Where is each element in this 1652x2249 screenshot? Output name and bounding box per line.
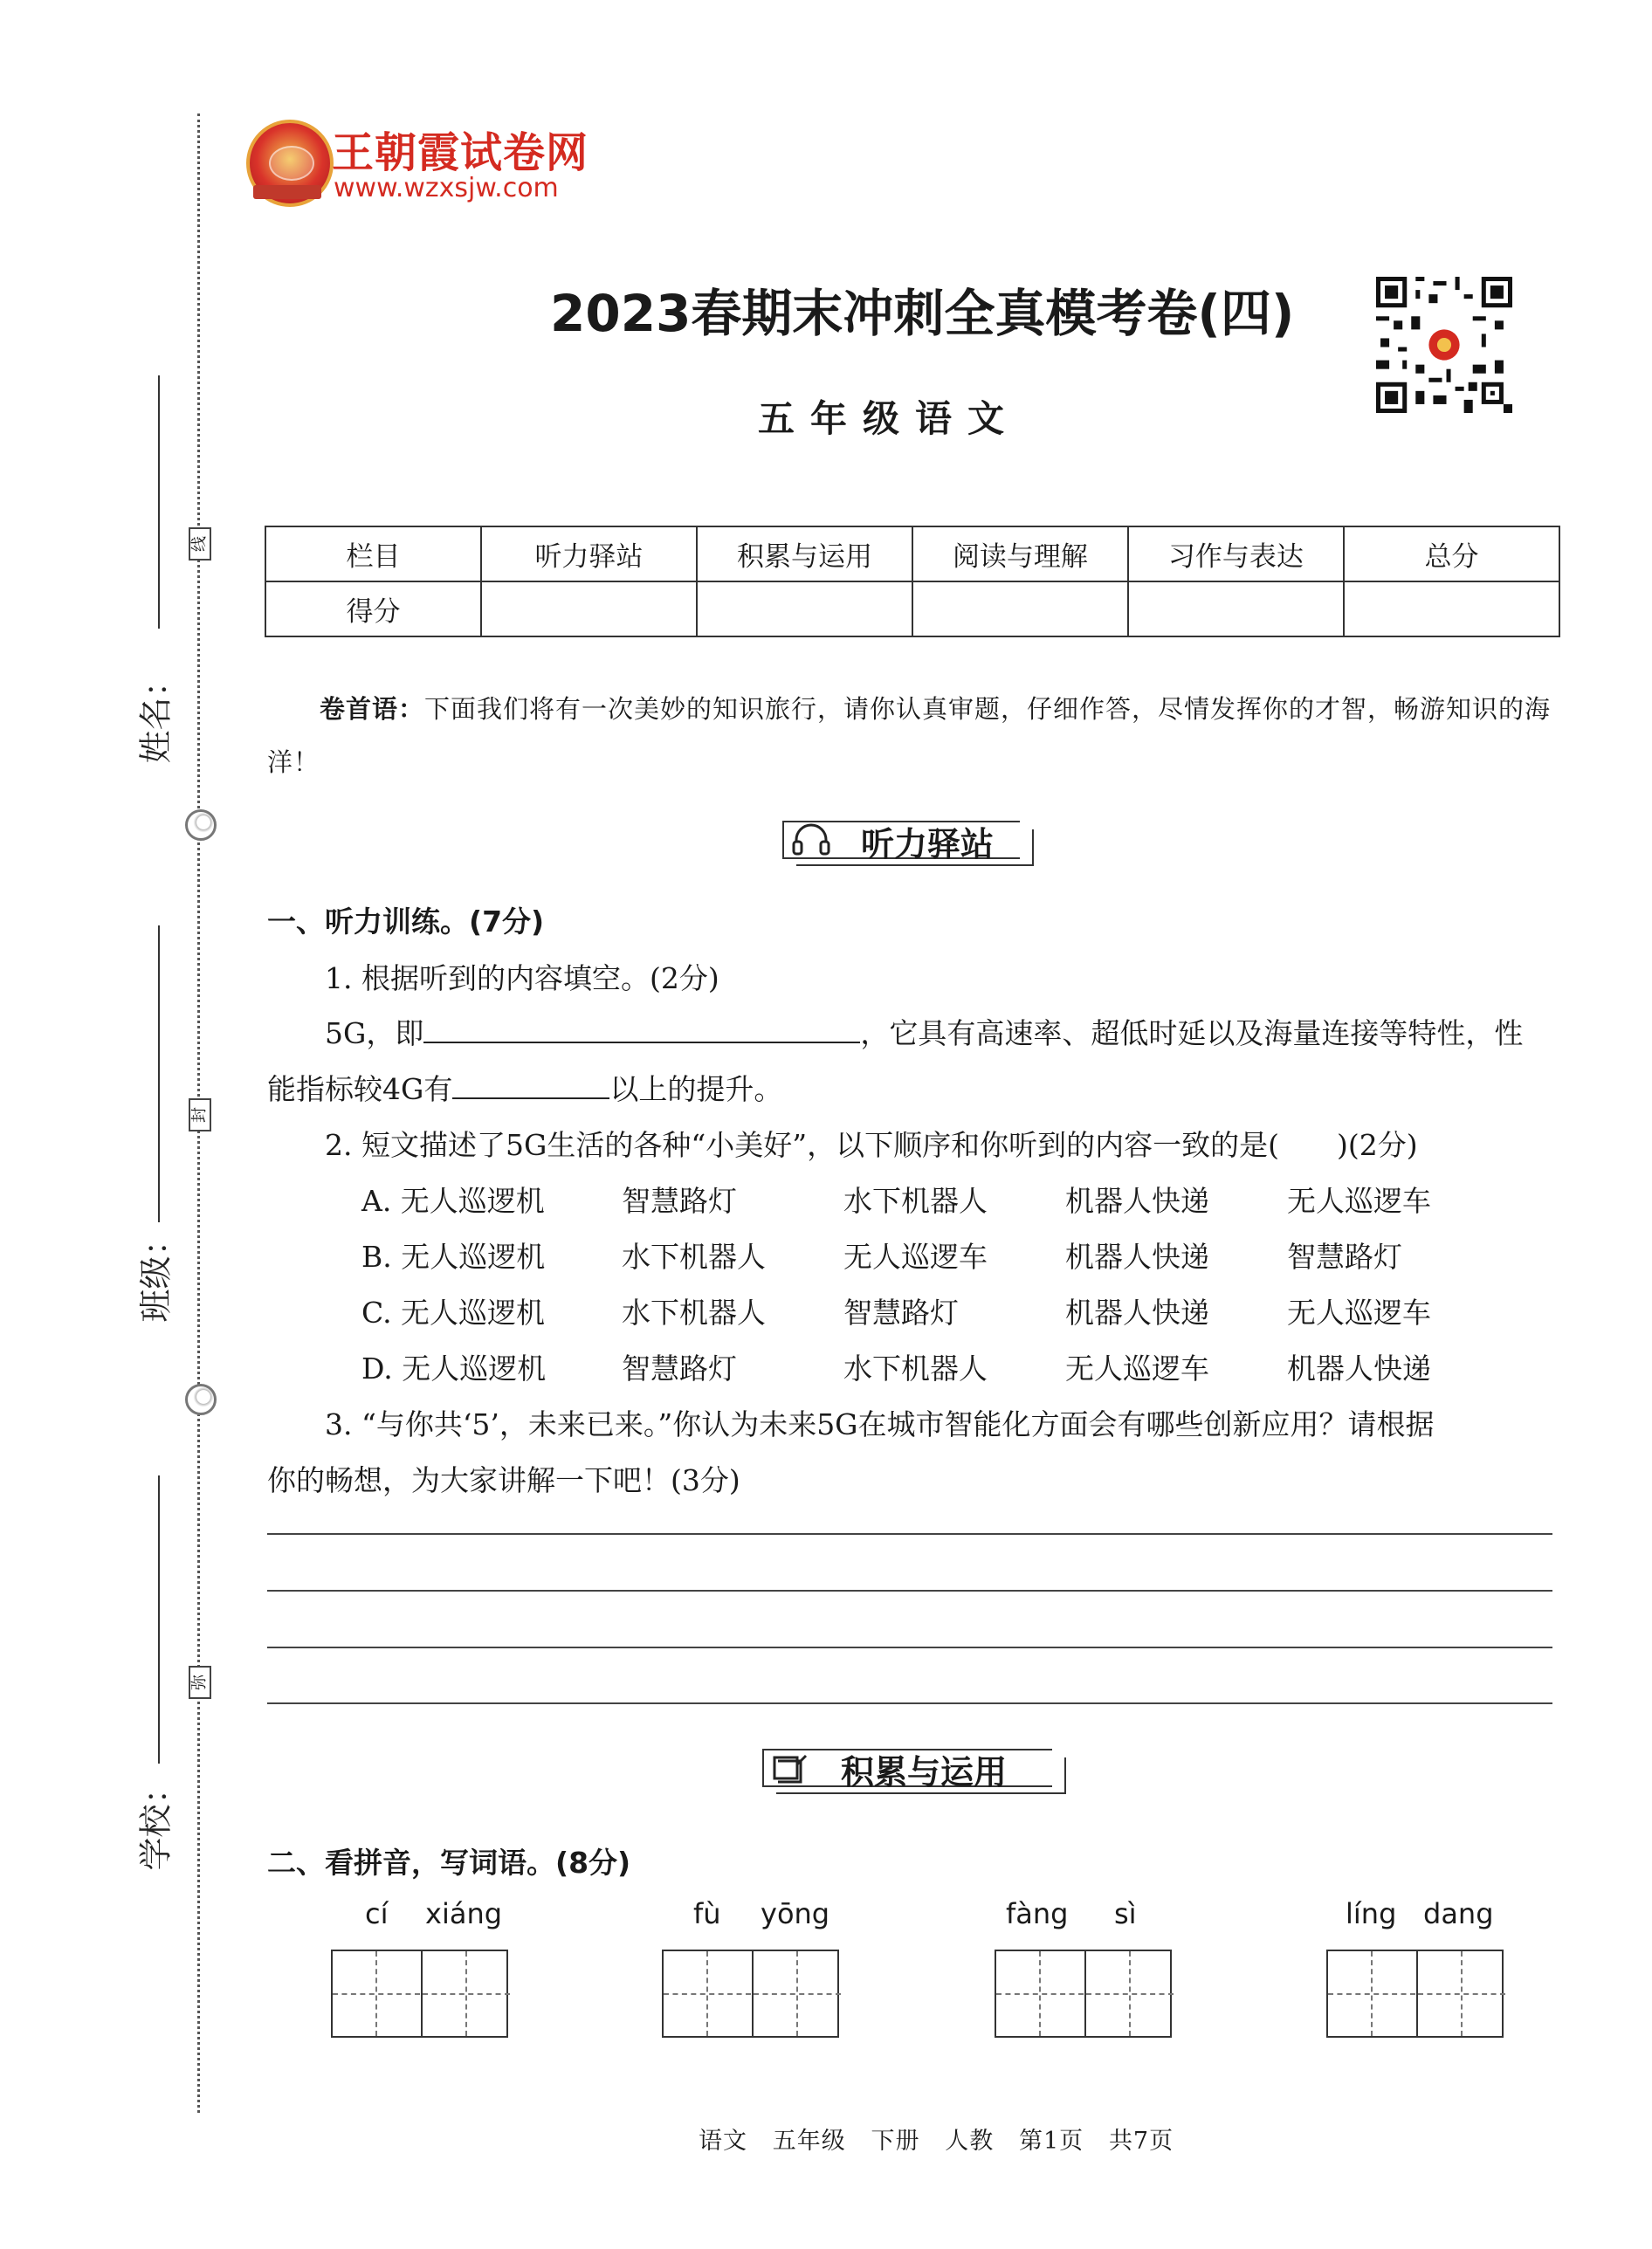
option-b-4: 机器人快递 [1065, 1240, 1209, 1274]
seal-mark-mi: 弥 [189, 1666, 211, 1699]
table-row [265, 581, 1559, 636]
fill-line-a [325, 1011, 1523, 1052]
question-heading: 二、看拼音，写词语。(8分) [267, 1846, 631, 1880]
score-cell[interactable] [1344, 581, 1559, 636]
page-subtitle: 五年级语文 [758, 397, 1021, 440]
seal-mark-line: 线 [189, 527, 211, 561]
section-header-accumulation [762, 1749, 1068, 1792]
option-d-4: 无人巡逻车 [1065, 1351, 1209, 1386]
fill-text: ，它具有高速率、超低时延以及海量连接等特性，性 [860, 1016, 1524, 1050]
option-a-4: 机器人快递 [1065, 1184, 1209, 1218]
class-label: 班级： [136, 1222, 176, 1323]
answer-line[interactable] [267, 1590, 1552, 1592]
school-field-line[interactable] [158, 1475, 160, 1764]
option-b-5: 智慧路灯 [1287, 1240, 1402, 1274]
fill-text: 能指标较4G有 [267, 1072, 453, 1106]
table-header-cell: 阅读与理解 [912, 526, 1128, 581]
option-b-2: 水下机器人 [622, 1240, 766, 1274]
pinyin-2b: yōng [761, 1897, 830, 1930]
pinyin-1a: cí [365, 1897, 389, 1930]
option-c-4: 机器人快递 [1065, 1296, 1209, 1330]
table-header-cell: 总分 [1344, 526, 1559, 581]
answer-line[interactable] [267, 1533, 1552, 1535]
writing-grid-3[interactable] [995, 1950, 1172, 2038]
answer-blank[interactable] [423, 1015, 860, 1043]
table-header-cell: 积累与运用 [697, 526, 912, 581]
seal-mark-feng: 封 [189, 1098, 211, 1131]
school-label: 学校： [136, 1771, 176, 1871]
answer-line[interactable] [267, 1702, 1552, 1704]
table-row [265, 526, 1559, 581]
pinyin-4b: dang [1423, 1897, 1494, 1930]
logo-banner [253, 185, 321, 199]
table-header-cell: 听力驿站 [481, 526, 697, 581]
option-c-2: 水下机器人 [622, 1296, 766, 1330]
book-icon [771, 1752, 813, 1784]
option-b-1[interactable]: B. 无人巡逻机 [361, 1240, 546, 1274]
option-c-5: 无人巡逻车 [1287, 1296, 1431, 1330]
writing-grid-2[interactable] [662, 1950, 839, 2038]
option-d-3: 水下机器人 [843, 1351, 988, 1386]
pinyin-3b: sì [1114, 1897, 1137, 1930]
pinyin-2a: fù [693, 1897, 721, 1930]
question-heading: 一、听力训练。(7分) [267, 904, 545, 939]
fill-text: 5G，即 [325, 1016, 424, 1050]
qr-code-icon [1376, 277, 1512, 413]
table-header-cell: 栏目 [265, 526, 481, 581]
section-title: 积累与运用 [841, 1753, 1008, 1792]
option-c-1[interactable]: C. 无人巡逻机 [361, 1296, 546, 1330]
table-header-cell: 习作与表达 [1128, 526, 1344, 581]
pinyin-3a: fàng [1006, 1897, 1069, 1930]
intro-paragraph [267, 683, 1565, 789]
intro-label: 卷首语： [320, 694, 425, 724]
question-item: 3. “与你共‘5’，未来已来。”你认为未来5G在城市智能化方面会有哪些创新应用？请根据 [325, 1407, 1435, 1441]
headphones-icon [791, 822, 831, 857]
score-cell[interactable] [697, 581, 912, 636]
option-a-1[interactable]: A. 无人巡逻机 [361, 1184, 545, 1218]
writing-grid-4[interactable] [1326, 1950, 1504, 2038]
fill-line-b [267, 1067, 782, 1108]
section-header-listening [782, 821, 1036, 863]
option-a-3: 水下机器人 [843, 1184, 988, 1218]
page-title: 2023春期末冲刺全真模考卷(四) [550, 284, 1295, 343]
logo-title: 王朝霞试卷网 [332, 128, 589, 177]
score-table [265, 526, 1560, 637]
option-d-1[interactable]: D. 无人巡逻机 [361, 1351, 547, 1386]
pinyin-4a: líng [1346, 1897, 1397, 1930]
question-item: 1. 根据听到的内容填空。(2分) [325, 961, 719, 995]
score-row-label: 得分 [265, 581, 481, 636]
name-field-line[interactable] [158, 375, 160, 629]
option-b-3: 无人巡逻车 [843, 1240, 988, 1274]
option-c-3: 智慧路灯 [843, 1296, 959, 1330]
name-label: 姓名： [136, 664, 176, 764]
footer-grade: 五年级 [772, 2128, 846, 2155]
score-cell[interactable] [481, 581, 697, 636]
writing-grid-1[interactable] [331, 1950, 508, 2038]
fill-text: 以上的提升。 [609, 1072, 783, 1106]
footer-total: 共7页 [1108, 2128, 1174, 2155]
option-a-2: 智慧路灯 [622, 1184, 737, 1218]
class-field-line[interactable] [158, 925, 160, 1222]
swirl-icon [185, 809, 217, 841]
question-item: 2. 短文描述了5G生活的各种“小美好”，以下顺序和你听到的内容一致的是( )(2分) [325, 1128, 1418, 1162]
footer-subject: 语文 [699, 2128, 747, 2155]
footer-edition: 人教 [945, 2128, 995, 2155]
answer-blank[interactable] [452, 1071, 609, 1099]
footer-page: 第1页 [1019, 2128, 1084, 2155]
swirl-icon [185, 1384, 217, 1415]
option-d-5: 机器人快递 [1287, 1351, 1431, 1386]
logo-url: www.wzxsjw.com [334, 173, 559, 203]
question-item: 你的畅想，为大家讲解一下吧！(3分) [267, 1463, 740, 1497]
footer-volume: 下册 [871, 2128, 920, 2155]
pinyin-1b: xiáng [425, 1897, 503, 1930]
page-footer [699, 2122, 1174, 2156]
score-cell[interactable] [912, 581, 1128, 636]
section-title: 听力驿站 [861, 825, 995, 863]
option-d-2: 智慧路灯 [622, 1351, 737, 1386]
intro-text: 下面我们将有一次美妙的知识旅行，请你认真审题，仔细作答，尽情发挥你的才智，畅游知识的海洋！ [267, 694, 1552, 777]
score-cell[interactable] [1128, 581, 1344, 636]
option-a-5: 无人巡逻车 [1287, 1184, 1431, 1218]
answer-line[interactable] [267, 1647, 1552, 1648]
